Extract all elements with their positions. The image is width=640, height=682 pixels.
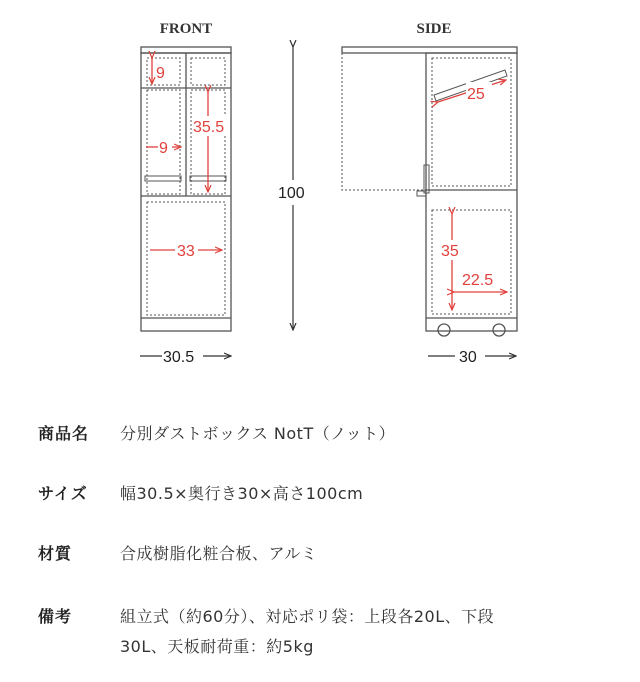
spec-label: 備考 [38, 607, 73, 626]
front-dim-top-box-label: 9 [156, 65, 165, 82]
side-dim-overall-depth-label: 30 [459, 349, 477, 366]
front-dim-upper-height-label: 35.5 [193, 119, 225, 136]
spec-value: 分別ダストボックス NotT（ノット） [120, 424, 396, 443]
spec-label: サイズ [38, 484, 88, 503]
front-dim-lower-width [150, 243, 222, 260]
front-dim-overall-width [140, 349, 231, 366]
overall-height-label: 100 [278, 185, 305, 202]
side-dim-lower-depth-label: 22.5 [462, 272, 494, 289]
spec-value: 合成樹脂化粧合板、アルミ [120, 544, 318, 563]
side-dim-lid-depth-label: 25 [467, 86, 485, 103]
side-dim-lower-height-label: 35 [441, 243, 459, 260]
front-dim-inner-width [146, 140, 181, 157]
spec-label: 商品名 [38, 424, 90, 443]
front-dim-inner-width-label: 9 [159, 140, 168, 157]
front-dim-upper-height [192, 92, 228, 192]
spec-value: 幅30.5×奥行き30×高さ100cm [120, 484, 364, 503]
side-view-title: SIDE [416, 21, 452, 37]
spec-label: 材質 [38, 544, 73, 563]
spec-row-notes [38, 604, 618, 660]
side-dim-overall-depth [428, 349, 516, 366]
side-dim-lower-height [440, 214, 464, 310]
front-dim-lower-width-label: 33 [177, 243, 195, 260]
front-view-cabinet [141, 47, 231, 331]
side-dim-lower-depth [454, 272, 507, 292]
spec-value-line2: 30L、天板耐荷重：約5kg [120, 637, 314, 656]
front-view-title: FRONT [159, 21, 213, 37]
overall-height-dimension [278, 47, 305, 330]
spec-value: 組立式（約60分）、対応ポリ袋：上段各20L、下段 [120, 607, 495, 626]
front-dim-top-box [152, 58, 165, 84]
side-dim-lid-depth [438, 80, 506, 103]
front-dim-overall-width-label: 30.5 [163, 349, 195, 366]
